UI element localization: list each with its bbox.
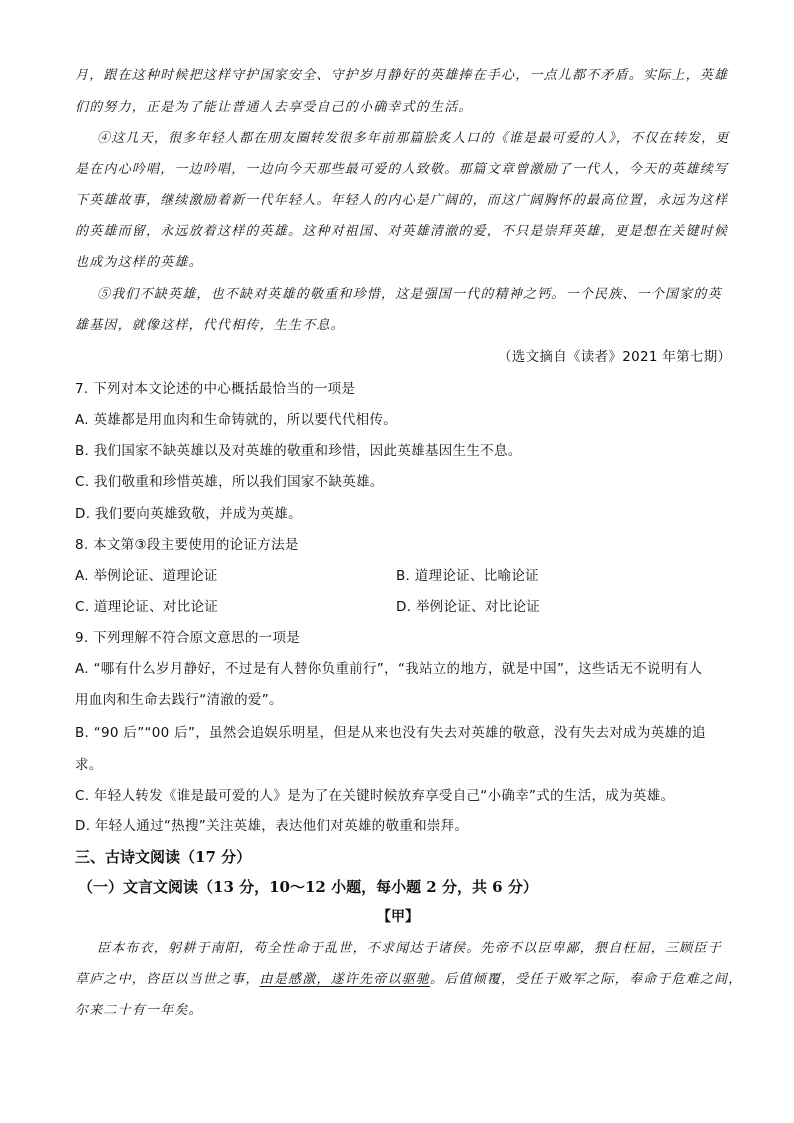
passage-p4-line-3: 下英雄故事，继续激励着新一代年轻人。年轻人的内心是广阔的，而这广阔胸怀的最高位置，永远为这样	[75, 193, 729, 208]
passage-source: （选文摘自《读者》2021 年第七期）	[498, 349, 732, 365]
classical-line-3: 尔来二十有一年矣。	[75, 1003, 203, 1018]
classical-line-2-a: 草庐之中，咨臣以当世之事，	[75, 972, 260, 987]
section3-title: 三、古诗文阅读（17 分）	[75, 848, 252, 866]
q9-stem: 9. 下列理解不符合原文意思的一项是	[75, 630, 301, 646]
q9-option-b-line-2[interactable]: 求。	[75, 757, 103, 773]
section3-sub1: （一）文言文阅读（13 分，10～12 小题，每小题 2 分，共 6 分）	[78, 878, 538, 896]
passage-p4-line-2: 是在内心吟唱，一边吟唱，一边向今天那些最可爱的人致敬。那篇文章曾激励了一代人，今天的英雄续写	[75, 162, 729, 177]
section3-jia: 【甲】	[377, 909, 419, 925]
q8-stem: 8. 本文第③段主要使用的论证方法是	[75, 537, 299, 553]
passage-p4-line-1: ④这几天，很多年轻人都在朋友圈转发很多年前那篇脍炙人口的《谁是最可爱的人》，不仅在转发，更	[97, 131, 730, 146]
classical-line-2-b: 。后值倾覆，受任于败军之际，奉命于危难之间，	[430, 972, 743, 987]
classical-line-2	[75, 971, 742, 989]
q9-option-a-line-1[interactable]: A. “哪有什么岁月静好，不过是有人替你负重前行”，“我站立的地方，就是中国”，这些话无不说明有人	[75, 661, 703, 677]
passage-p4-line-5: 也成为这样的英雄。	[75, 255, 203, 270]
classical-underlined-phrase: 由是感激，遂许先帝以驱驰	[259, 972, 431, 987]
q9-option-d[interactable]: D. 年轻人通过“热搜”关注英雄，表达他们对英雄的敬重和崇拜。	[75, 818, 469, 834]
q9-option-c[interactable]: C. 年轻人转发《谁是最可爱的人》是为了在关键时候放弃享受自己“小确幸”式的生活，成为英雄。	[75, 788, 675, 804]
q7-option-a[interactable]: A. 英雄都是用血肉和生命铸就的，所以要代代相传。	[75, 412, 398, 428]
q9-option-a-line-2[interactable]: 用血肉和生命去践行“清澈的爱”。	[75, 692, 283, 708]
passage-p3-line-2: 们的努力，正是为了能让普通人去享受自己的小确幸式的生活。	[75, 100, 473, 115]
q7-option-d[interactable]: D. 我们要向英雄致敬，并成为英雄。	[75, 506, 302, 522]
passage-p3-line-1: 月，跟在这种时候把这样守护国家安全、守护岁月静好的英雄捧在手心，一点儿都不矛盾。实际上，英雄	[75, 68, 729, 83]
q8-option-c[interactable]: C. 道理论证、对比论证	[75, 599, 219, 615]
passage-p5-line-1: ⑤我们不缺英雄，也不缺对英雄的敬重和珍惜，这是强国一代的精神之钙。一个民族、一个国家的英	[97, 287, 722, 302]
q9-option-b-line-1[interactable]: B. “90 后”“00 后”，虽然会追娱乐明星，但是从来也没有失去对英雄的敬意，没有失去对成为英雄的追	[75, 725, 706, 741]
classical-line-1: 臣本布衣，躬耕于南阳，苟全性命于乱世，不求闻达于诸侯。先帝不以臣卑鄙，猥自枉屈，三顾臣于	[97, 941, 722, 956]
q8-option-a[interactable]: A. 举例论证、道理论证	[75, 568, 218, 584]
q8-option-d[interactable]: D. 举例论证、对比论证	[396, 599, 541, 615]
passage-p4-line-4: 的英雄而留，永远放着这样的英雄。这种对祖国、对英雄清澈的爱，不只是崇拜英雄，更是想在关键时候	[75, 224, 729, 239]
passage-p5-line-2: 雄基因，就像这样，代代相传，生生不息。	[75, 318, 345, 333]
q7-stem: 7. 下列对本文论述的中心概括最恰当的一项是	[75, 381, 356, 397]
q7-option-c[interactable]: C. 我们敬重和珍惜英雄，所以我们国家不缺英雄。	[75, 474, 384, 490]
q7-option-b[interactable]: B. 我们国家不缺英雄以及对英雄的敬重和珍惜，因此英雄基因生生不息。	[75, 443, 522, 459]
q8-option-b[interactable]: B. 道理论证、比喻论证	[396, 568, 539, 584]
